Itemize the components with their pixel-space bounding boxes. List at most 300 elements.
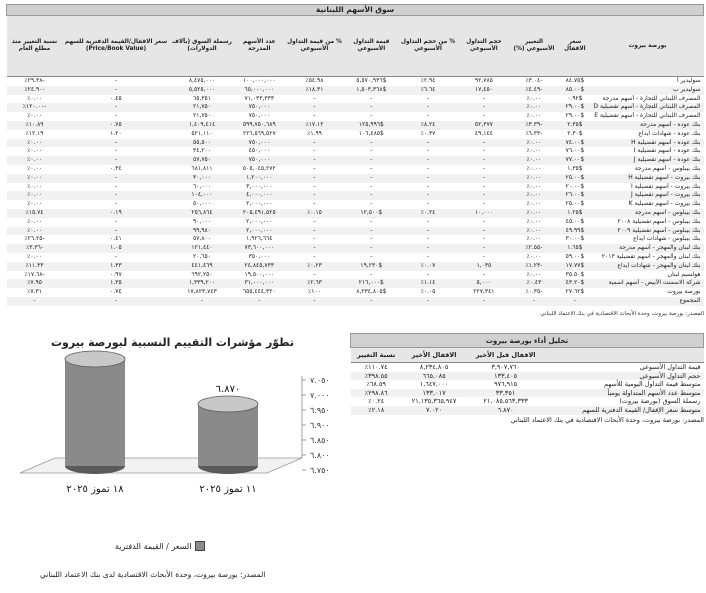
table-cell: ٠.٠٠٪ [27, 147, 42, 155]
table-cell: ٧.٩٥٪ [7, 279, 63, 288]
table-cell: ٢٤,٨٤٥,٧٣٣ [235, 262, 284, 271]
table-cell: - [114, 147, 118, 155]
table-cell: -٢.٥٥٪ [509, 244, 558, 253]
table-cell: - [345, 156, 398, 165]
table-cell: ٠.٠٠٪ [27, 182, 42, 190]
table-cell: - [63, 139, 170, 148]
table-cell: ٠.٠٠٪ [509, 227, 558, 236]
table-cell: $١٢٥,٩٩٦ [345, 121, 398, 130]
column-header: نسبة التغيير [351, 348, 402, 363]
row-name: بنك عوده - أسهم تفضيلية H [591, 139, 703, 148]
table-cell: - [63, 86, 170, 95]
table-cell: - [370, 235, 373, 243]
table-cell: - [426, 182, 430, 190]
row-name: سوليدير أ [677, 77, 701, 84]
table-cell: - [426, 235, 430, 243]
column-header: عدد الأسهم المدرجة [235, 16, 284, 77]
table-cell: - [345, 103, 398, 112]
table-cell: ٦٩٢,٢٥٠ [191, 270, 213, 278]
table-cell: -٣.٠٤٪ [525, 77, 543, 84]
row-name: المجموع [591, 297, 703, 306]
row-name: المصرف اللبناني للتجارة - أسهم مدرجة [602, 94, 701, 102]
table-cell: $١٠٦,٤٨٥ [358, 129, 384, 137]
table-cell: ٠.٠٠٪ [509, 139, 558, 148]
table-row [7, 183, 704, 192]
table-cell: ٣,٠٠٠,٠٠٠ [246, 182, 273, 190]
table-cell: ١٩,٥٠٠,٠٠٠ [244, 270, 275, 278]
table-cell: ١٢١,٤٤٠ [169, 244, 234, 253]
table-cell: - [426, 112, 430, 120]
table-cell: ٥,٥٢٥,٠٠٠ [169, 86, 234, 95]
column-header: % من قيمة التداول الأسبوعي [284, 16, 345, 77]
row-name: المصرف اللبناني للتجارة - أسهم تفضيلية E [594, 112, 701, 120]
table-cell: - [458, 174, 509, 183]
table-cell: ٢٠,٦٥٠ [192, 252, 212, 260]
table-row [7, 218, 704, 227]
table-cell: ٠.٠٠٪ [7, 227, 63, 236]
table-cell: - [313, 147, 316, 155]
table-cell: - [398, 244, 459, 253]
table-cell: $١٧.٧٧ [558, 262, 591, 271]
table-cell: - [114, 112, 118, 120]
table-cell: ٢١,٧٥٠ [169, 103, 234, 112]
table-cell: ٠.٠٠٪ [27, 252, 42, 260]
row-name: بنك عوده - أسهم تفضيلية J [591, 156, 703, 165]
x-tick-label: ١٨ تموز ٢٠٢٥ [66, 484, 124, 495]
table-cell: $١.٢٥ [558, 209, 591, 218]
table-cell: ٩٠,٠٠٠ [192, 217, 212, 225]
table-cell: ٧.٠٢٠ [402, 406, 466, 415]
table-row [351, 380, 704, 389]
chart-legend [115, 541, 205, 551]
table-cell: ٥٤.٩٨٪ [305, 77, 324, 84]
table-cell: ٠.٠٠٪ [509, 103, 558, 112]
table-cell: - [63, 103, 170, 112]
table-cell: ١,٢٠٠,٠٠٠ [235, 174, 284, 183]
row-name: بنك عوده - شهادات ايداع [638, 129, 701, 137]
table-cell: - [482, 94, 485, 102]
table-cell: ١٧,٤٥٠ [458, 86, 509, 95]
table-cell: ٥٩٩,٧٥٠,٦٨٩ [235, 121, 284, 130]
table-cell: ٠.٠٠٪ [509, 156, 558, 165]
column-header: رسملة السوق (بآلاف الدولارات) [169, 16, 234, 77]
row-name: بنك بيبلوس - أسهم مدرجة [634, 164, 701, 172]
table-row [7, 165, 704, 174]
bar-body [198, 404, 258, 466]
table-cell: - [482, 164, 485, 172]
table-cell: ٠.٠٠٪ [509, 191, 558, 200]
table-cell: ٧١,٠٣٣,٣٣٣ [244, 94, 275, 102]
table-cell: ٠.٠٠٪ [27, 112, 42, 120]
table-cell: - [458, 139, 509, 148]
table-cell: ١.٢٠ [110, 129, 122, 137]
table-cell: ٧٥٠,٠٠٠ [235, 156, 284, 165]
analysis-panel [350, 333, 704, 424]
table-cell: ٠.٤٣٪ [509, 279, 558, 288]
table-cell: - [63, 156, 170, 165]
row-name: هولسيم لبنان [667, 270, 701, 278]
y-tick-label: ٦.٧٥٠ [310, 466, 330, 475]
table-cell: -١٧.٦٨٪ [24, 270, 45, 278]
row-name: بنك بيبلوس - أسهم تفضيلية ٢٠٠٨ [617, 217, 701, 225]
y-tick-label: ٦.٩٥٠ [310, 406, 330, 415]
table-cell: - [313, 112, 316, 120]
table-cell: - [284, 191, 345, 200]
analysis-table [350, 333, 704, 415]
table-cell: $٢١٦,٠٠٠ [345, 279, 398, 288]
table-cell: $٧٧.٠٠ [558, 156, 591, 165]
table-cell: - [284, 156, 345, 165]
table-row [7, 156, 704, 165]
table-cell: - [398, 191, 459, 200]
legend-swatch [195, 541, 205, 551]
table-cell: - [370, 164, 373, 172]
column-header: بورصة بيروت [591, 16, 703, 77]
table-cell: ٠.٠٠٪ [526, 147, 542, 155]
table-cell: - [284, 139, 345, 148]
column-header [545, 348, 704, 363]
table-cell: - [370, 200, 373, 208]
table-cell: - [426, 252, 430, 260]
row-name: متوسط سعر الإقفال/ القيمة الدفترية للسهم [545, 406, 704, 415]
table-row [7, 297, 704, 306]
table-cell: - [63, 227, 170, 236]
table-cell: ٢,٠٠٠,٠٠٠ [246, 217, 273, 225]
table-cell: ١٢.١٩٪ [25, 129, 44, 137]
row-name: المصرف اللبناني للتجارة - أسهم تفضيلية D [591, 103, 703, 112]
row-name: بنك بيروت - أسهم تفضيلية K [628, 200, 701, 208]
table-cell: -١٢٠.٠٠٪ [7, 103, 63, 112]
table-row [7, 227, 704, 236]
table-cell: ١.٣٣ [63, 262, 170, 271]
table-cell: - [482, 147, 485, 155]
column-header: الاقفال قبل الأخير [466, 348, 545, 363]
table-cell: ٦٥,٠٠٠,٠٠٠ [235, 86, 284, 95]
table-cell: ٠.٠٠٪ [27, 94, 42, 102]
y-tick-label: ٧.٠٥٠ [310, 376, 330, 385]
table-cell: ٠.٠٠٪ [7, 174, 63, 183]
stock-table [6, 4, 704, 306]
table-cell: ٠.٠٠٪ [27, 217, 42, 225]
bar-top [198, 396, 258, 412]
row-name: بنك عوده - أسهم مدرجة [591, 121, 703, 130]
table-row [7, 86, 704, 95]
table-row [7, 271, 704, 280]
table-cell: $٢٩.٠٠ [558, 103, 591, 112]
table-cell: ٦.٨٧٠ [466, 406, 545, 415]
table-cell: - [482, 200, 485, 208]
table-cell: ٣٥٠,٠٠٠ [248, 252, 270, 260]
table-cell: - [313, 94, 316, 102]
table-cell: - [458, 244, 509, 253]
table-cell: -٢٦.٢٥٪ [24, 235, 45, 243]
table-cell: ٩٧٦,٩١٥ [494, 380, 518, 389]
table-cell: ١٠٠٪ [308, 288, 321, 296]
table-cell: ٣٩٨.٥٥٪ [351, 372, 402, 381]
table-cell: $١٢,٥٠٠ [345, 209, 398, 218]
row-name: قيمة التداول الأسبوعي [639, 363, 701, 371]
table-cell: ٥,٠٠٠ [458, 279, 509, 288]
table-cell: -٣.٣٩٪ [509, 121, 558, 130]
table-cell: $٢٧.٦٢ [565, 288, 585, 296]
table-cell: ١٠,٠٠٠ [458, 209, 509, 218]
column-header: التغيير الأسبوعي (%) [509, 16, 558, 77]
legend-label: السعر / القيمة الدفترية [115, 541, 192, 551]
table-row [7, 174, 704, 183]
table-cell: ٠.٣٧٪ [420, 129, 436, 137]
table-row [7, 244, 704, 253]
table-cell: $٨٤.٧٥ [565, 77, 585, 84]
table-cell: - [235, 297, 284, 306]
table-cell: - [458, 297, 509, 306]
bar-top [65, 351, 125, 367]
table-cell: ٩٢,٧٨٥ [474, 77, 493, 84]
table-row [7, 191, 704, 200]
table-cell: - [284, 244, 345, 253]
table-cell: ٠.٠٠٪ [7, 191, 63, 200]
row-name: بنك لبنان والمهجر - شهادات ايداع [591, 262, 703, 271]
table-cell: ٠.٢٣٪ [284, 262, 345, 271]
table-cell: -٦.٣٣٪ [525, 129, 543, 137]
table-cell: -٣.٣٦٪ [7, 244, 63, 253]
table-cell: ١.٠٥ [63, 244, 170, 253]
table-cell: ٦٥,٣٥١ [192, 94, 212, 102]
table-row [351, 397, 704, 406]
row-name: بورصة بيروت [667, 288, 701, 296]
column-header: سعر الاقفال [558, 16, 591, 77]
table-row [351, 372, 704, 381]
table-row [7, 253, 704, 262]
table-cell: - [63, 297, 170, 306]
table-cell: - [7, 297, 63, 306]
table-cell: $٨٥.٠٠ [558, 86, 591, 95]
table-row [7, 130, 704, 139]
table-cell: - [398, 103, 459, 112]
table-cell: - [370, 94, 373, 102]
table-cell: ١٣٣,٤٠٥ [466, 372, 545, 381]
table-cell: ١,٤٠٩,٤١٤ [169, 121, 234, 130]
table-cell: ٨,٤٧٥,٠٠٠ [188, 77, 216, 84]
table-cell: -٢٤.٩٠٪ [7, 86, 63, 95]
table-cell: ٧.٣١٪ [27, 288, 42, 296]
table-cell: ٦٠,٠٠٠ [192, 182, 212, 190]
row-name: متوسط قيمة التداول اليومية للأسهم [604, 380, 701, 389]
row-name: بنك بيروت - أسهم تفضيلية I [630, 182, 701, 190]
table-cell: $٢٦.٠٠ [558, 191, 591, 200]
table-cell: - [458, 103, 509, 112]
row-name: بنك بيروت - أسهم تفضيلية J [591, 191, 703, 200]
table-cell: ٠.٠٠٪ [526, 200, 542, 208]
table-cell: ٠.٠٠٪ [509, 209, 558, 218]
row-name: بنك عوده - أسهم تفضيلية I [633, 147, 701, 155]
table-cell: ٠.٠٠٪ [526, 270, 542, 278]
table-cell: ٧٣,٦٠٠,٠٠٠ [235, 244, 284, 253]
table-cell: ٦٨.٥٩٪ [366, 380, 386, 389]
table-row [7, 121, 704, 130]
table-cell: ٣٤,٢٠٠ [192, 147, 212, 155]
table-cell: - [398, 174, 459, 183]
table-cell: ٣٠,٠٠٠ [169, 174, 234, 183]
table-cell: $٢.٣٥ [558, 121, 591, 130]
row-name: بنك بيبلوس - شهادات ايداع [633, 235, 701, 243]
table-cell: - [169, 297, 234, 306]
table-cell: ٠.٠٠٪ [7, 156, 63, 165]
table-cell: ١,٣٣٩,٢٠٠ [169, 279, 234, 288]
table-cell: - [313, 217, 316, 225]
table-cell: ٥٢١,١١٠ [191, 129, 213, 137]
y-tick-label: ٦.٨٥٠ [310, 436, 330, 445]
table-cell: $٢٥.٠٠ [565, 200, 585, 208]
table-cell: - [345, 227, 398, 236]
table-cell: - [345, 139, 398, 148]
table-cell: ٠.٠٠٪ [27, 200, 42, 208]
valuation-chart [0, 350, 345, 540]
table-cell: ١٠.٨٩٪ [7, 121, 63, 130]
table-cell: ٢٥٦,٨٦٤ [169, 209, 234, 218]
table-cell: ٢٠٥,٤٩١,٥٢٥ [235, 209, 284, 218]
stock-table-title: سوق الأسهم اللبنانية [7, 5, 704, 16]
column-header: نسبة التغيير منذ مطلع العام [7, 16, 63, 77]
table-cell: ٢.٦٣٪ [284, 279, 345, 288]
row-name: سوليدير ب [591, 86, 703, 95]
table-cell: ٠.١٩ [63, 209, 170, 218]
x-tick-label: ١١ تموز ٢٠٢٥ [199, 484, 257, 495]
table-cell: $٢٥.٠٠ [558, 174, 591, 183]
column-header: % من حجم التداول الأسبوعي [398, 16, 459, 77]
table-cell: - [114, 252, 118, 260]
analysis-header [351, 348, 704, 363]
table-cell: - [426, 217, 430, 225]
table-cell: ٠.٠٠٪ [526, 94, 542, 102]
table-cell: - [63, 174, 170, 183]
table-cell: ١٨.٣١٪ [284, 86, 345, 95]
table-cell: - [458, 156, 509, 165]
table-cell: ٢,٠٠٠,٠٠٠ [235, 227, 284, 236]
table-cell: ٤٥٠,٠٠٠ [248, 147, 270, 155]
table-row [7, 288, 704, 297]
table-cell: ٨.٢٤٪ [398, 121, 459, 130]
table-cell: $٢٩.٠٠ [565, 112, 585, 120]
table-cell: - [426, 200, 430, 208]
table-cell: $١,٥٠٣,٣٦٨ [345, 86, 398, 95]
table-cell: $٣٥.٥٠ [565, 270, 585, 278]
table-cell: ٠.٠٧٪ [398, 262, 459, 271]
table-cell: ٧٥٠,٠٠٠ [248, 112, 270, 120]
table-cell: $٤٩.٩٩ [558, 227, 591, 236]
table-row [351, 363, 704, 372]
table-cell: ١٥.٧٤٪ [7, 209, 63, 218]
y-tick-label: ٧.٠٠٠ [310, 391, 330, 400]
table-cell: $٧٦.٠٠ [565, 147, 585, 155]
table-cell: - [313, 270, 316, 278]
table-cell: ٧٥٠,٠٠٠ [235, 103, 284, 112]
table-cell: ١١.٣٣٪ [7, 262, 63, 271]
table-cell: ٤٩,١٤٤ [474, 129, 493, 137]
table-cell: - [370, 182, 373, 190]
table-cell: ٩٩,٩٨٠ [169, 227, 234, 236]
table-cell: - [398, 227, 459, 236]
table-cell: - [313, 182, 316, 190]
table-cell: ٠.٢٤٪ [398, 209, 459, 218]
table-cell: ٨,٢٣٤,٨٠٥ [419, 363, 449, 371]
chart-title: تطوّر مؤشرات التقييم النسبية لبورصة بيروت [50, 336, 295, 349]
column-header: الاقفال الأخير [402, 348, 466, 363]
table-cell: - [426, 94, 430, 102]
table-cell: ٠.٠٠٪ [526, 235, 542, 243]
table-row [7, 262, 704, 271]
table-cell: - [426, 270, 430, 278]
table-cell: ٢.٩٤٪ [420, 77, 436, 84]
table-cell: - [284, 227, 345, 236]
table-cell: ١٧,٨٢٣,٧٤٣ [187, 288, 217, 296]
table-cell: - [482, 235, 485, 243]
table-cell: - [313, 200, 316, 208]
analysis-source: المصدر: بورصة بيروت، وحدة الأبحاث الاقتصادية في بنك الاعتماد اللبناني [510, 415, 704, 424]
table-cell: ٦.٦٤٪ [398, 86, 459, 95]
table-row [7, 235, 704, 244]
table-cell: ٢١,٠٨٥,٥٦٣,٣٣٣ [483, 397, 528, 406]
table-row [351, 406, 704, 415]
table-cell: - [398, 139, 459, 148]
table-cell: - [370, 217, 373, 225]
table-cell: ٥٧,٧٥٠ [169, 156, 234, 165]
table-cell: ٢,٠٠٠,٠٠٠ [246, 200, 273, 208]
table-cell: ٥٥,٥٠٠ [169, 139, 234, 148]
table-cell: ٠.٠٠٪ [509, 174, 558, 183]
table-cell: ٤,٠٠٠,٠٠٠ [235, 191, 284, 200]
table-cell: ٥٠,٠٠٠ [192, 200, 212, 208]
table-cell: ١٠٠,٠٠٠,٠٠٠ [242, 77, 276, 84]
table-row [7, 279, 704, 288]
table-cell: - [370, 252, 373, 260]
table-cell: ١,٠٣٥ [458, 262, 509, 271]
table-cell: ٠.٠٠٪ [526, 217, 542, 225]
table-cell: - [313, 235, 316, 243]
table-cell: ٥٧,٨٠٠ [192, 235, 212, 243]
table-cell: ٠.٧٤ [110, 288, 122, 296]
table-row [7, 147, 704, 156]
table-cell: ٣١,٠٠٠,٠٠٠ [235, 279, 284, 288]
table-row [7, 103, 704, 112]
table-cell: ٦٨١,٨١١ [191, 164, 213, 172]
table-cell: - [458, 191, 509, 200]
table-row [7, 209, 704, 218]
table-cell: ١,٦٤٧,٠٠٠ [419, 380, 449, 389]
table-cell: ٠.٠٠٪ [27, 164, 42, 172]
table-cell: - [313, 164, 316, 172]
table-cell: - [63, 191, 170, 200]
table-cell: ١,٩٢٦,٦٦٤ [246, 235, 273, 243]
table-cell: ٠.٢٤٪ [368, 397, 385, 406]
table-cell: ٠.٣٤ [110, 164, 122, 172]
table-cell: - [509, 297, 558, 306]
table-cell: ٠.٧٥ [63, 121, 170, 130]
table-row [7, 77, 704, 86]
row-name: شركة الاسمنت الأبيض - أسهم اسمية [591, 279, 703, 288]
column-header: حجم التداول الأسبوعي [458, 16, 509, 77]
table-cell: $٥,٥٧٠,٩٣٦ [356, 77, 387, 84]
table-cell: - [426, 164, 430, 172]
stock-table-source: المصدر: بورصة بيروت، وحدة الأبحاث الاقتصادية في بنك الاعتماد اللبناني [540, 311, 704, 317]
table-row [7, 112, 704, 121]
table-cell: ٠.٠٠٪ [7, 139, 63, 148]
table-cell: ١٠٤,٠٠٠ [169, 191, 234, 200]
table-cell: ٠.٠٠٪ [526, 112, 542, 120]
stock-table-body [7, 77, 704, 306]
table-row [7, 200, 704, 209]
y-tick-label: ٦.٨٠٠ [310, 451, 330, 460]
table-cell: ٢١,١٣٥,٣٦٥,٩٤٧ [411, 397, 457, 406]
